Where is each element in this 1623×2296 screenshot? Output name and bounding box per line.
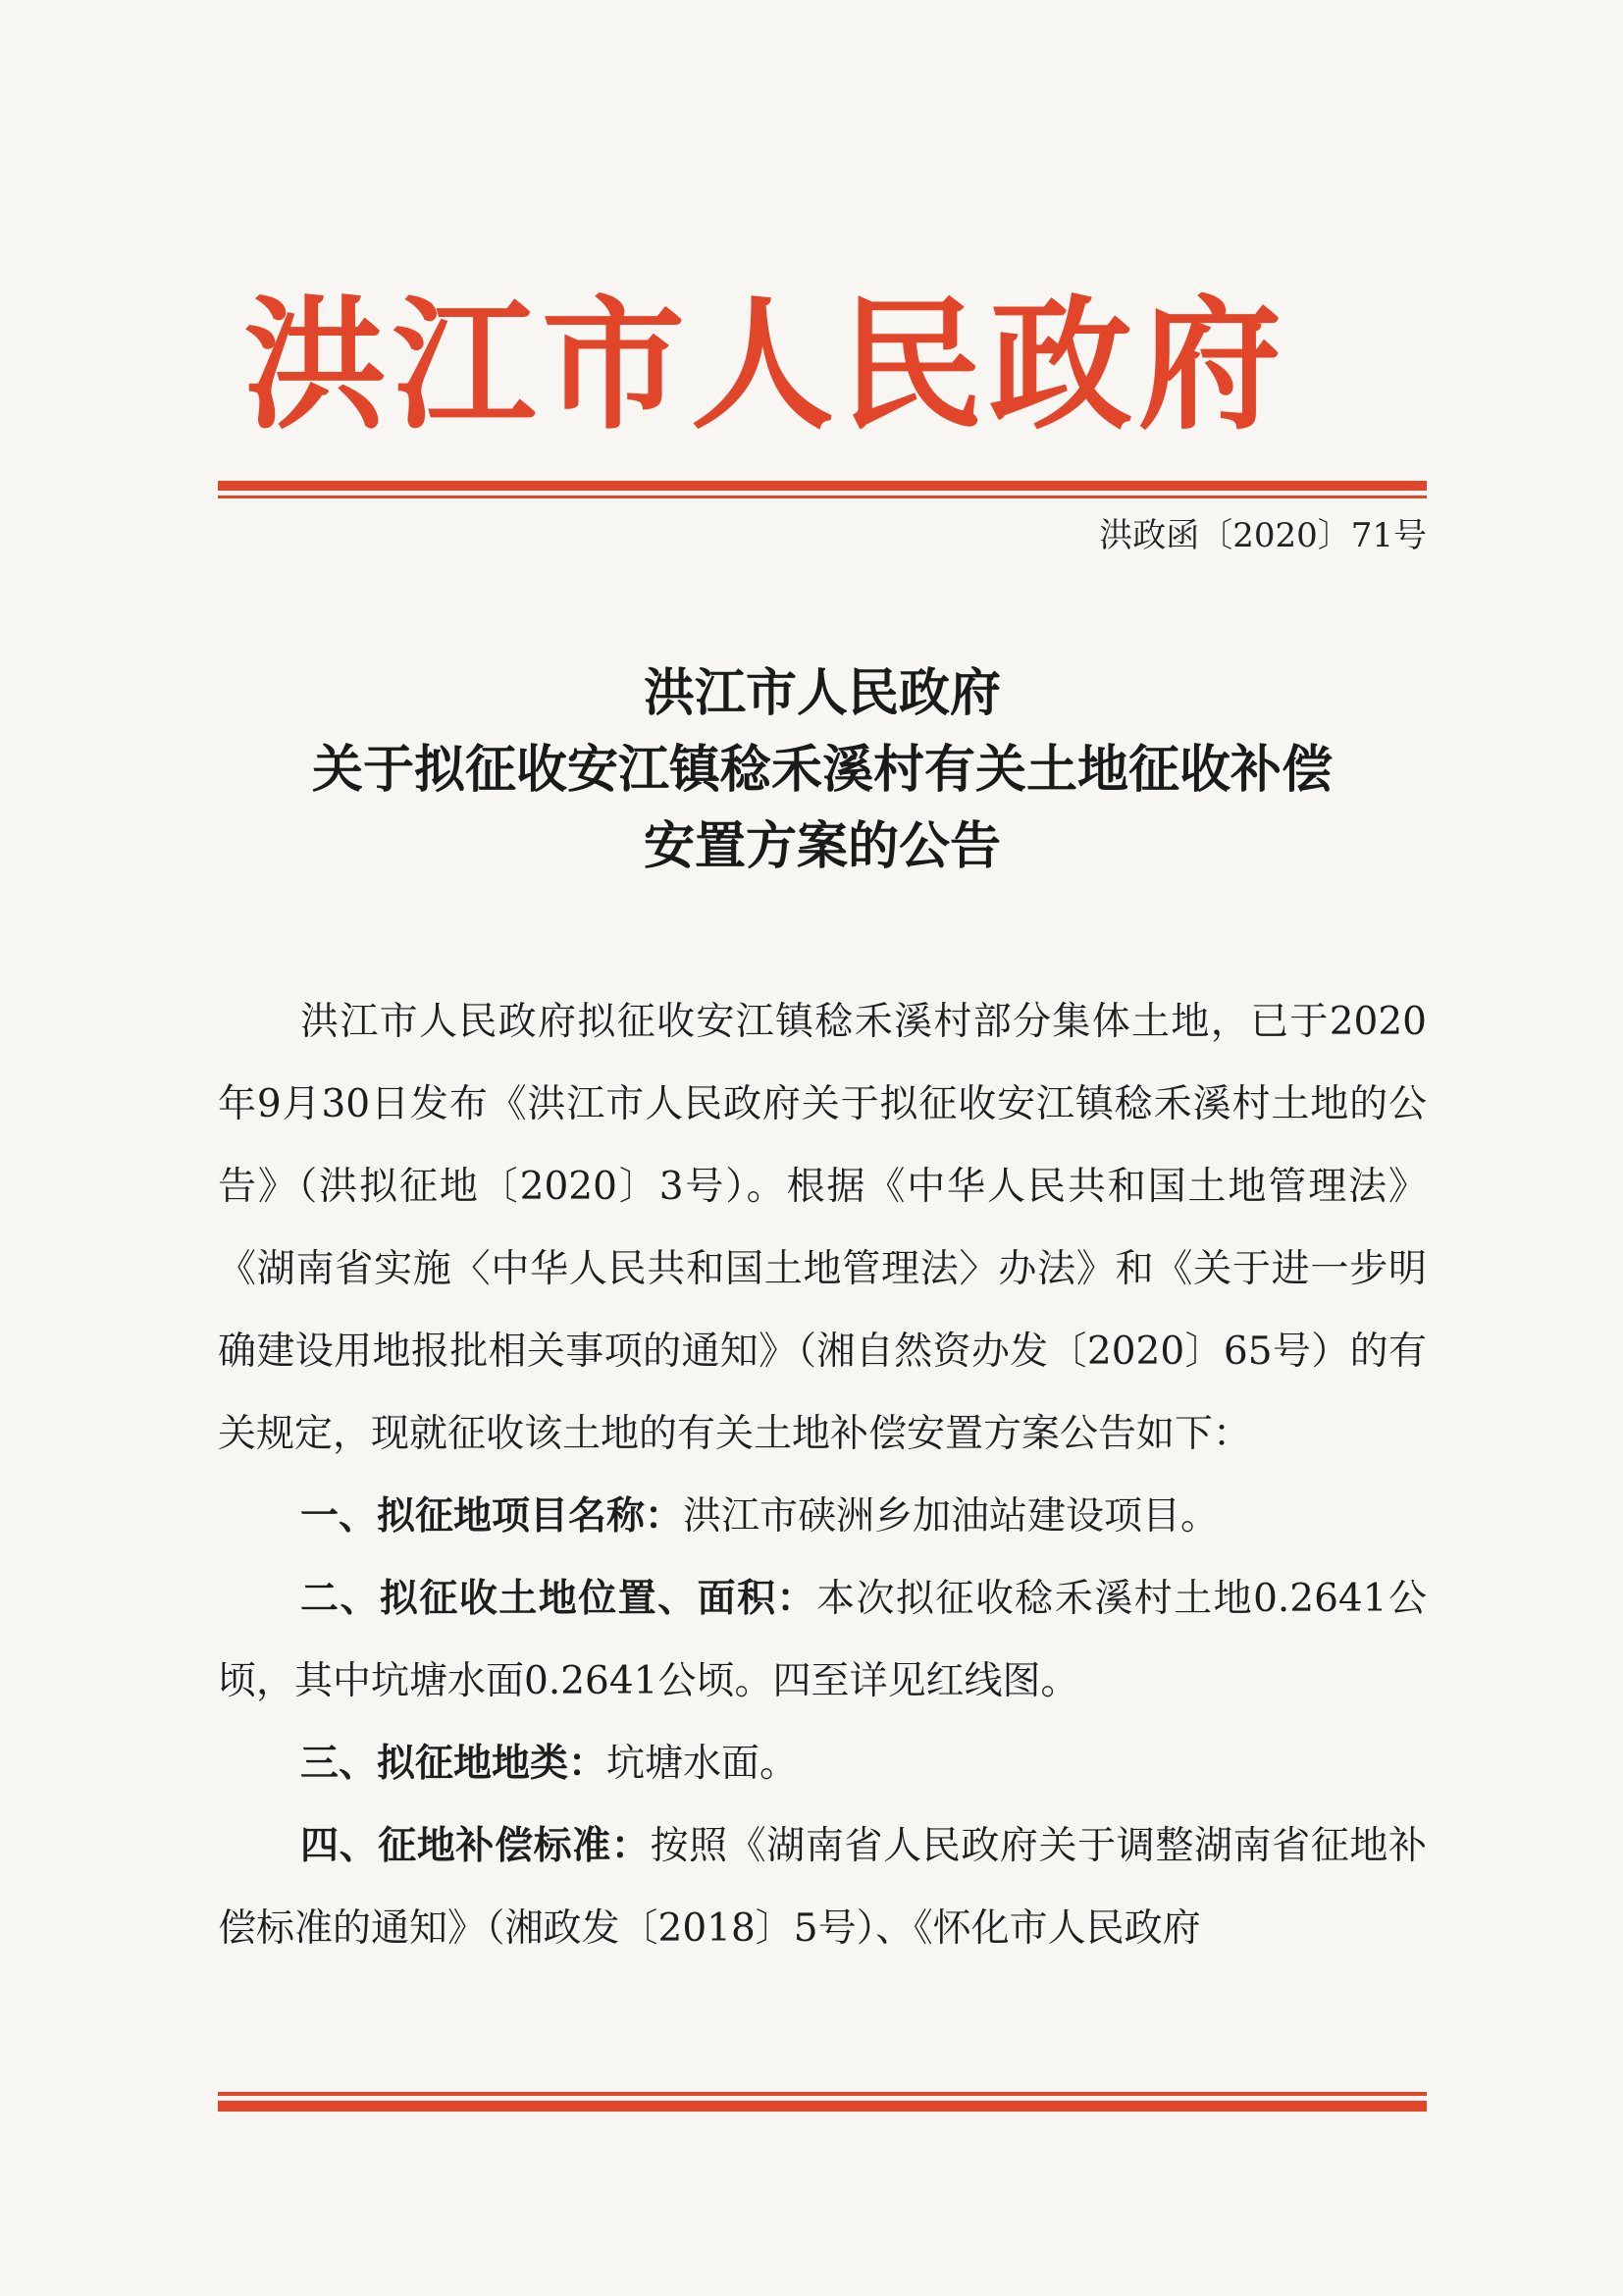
item-text: 按照《湖南省人民政府关于调整湖南省征地补偿标准的通知》（湘政发〔2018〕5号）、《怀化市人民政府: [218, 1824, 1427, 1951]
notice-heading-line-3: 安置方案的公告: [643, 817, 1001, 876]
notice-heading-line-1: 洪江市人民政府: [643, 664, 1001, 723]
item-text: 本次拟征收稔禾溪村土地0.2641公顷，其中坑塘水面0.2641公顷。四至详见红线图。: [218, 1577, 1427, 1703]
letterhead-rule-thin: [218, 496, 1427, 498]
notice-body: [218, 981, 1427, 1970]
letterhead-rule-thick: [218, 481, 1427, 491]
letterhead-title: 洪江市人民政府: [243, 282, 1287, 449]
item-text: 坑塘水面。: [606, 1742, 799, 1786]
document-number: 洪政函〔2020〕71号: [1099, 516, 1427, 555]
item-label: 一、拟征地项目名称：: [300, 1494, 684, 1539]
item-land-type: [218, 1723, 1427, 1805]
intro-paragraph: 洪江市人民政府拟征收安江镇稔禾溪村部分集体土地，已于2020年9月30日发布《洪江市人民政府关于拟征收安江镇稔禾溪村土地的公告》（洪拟征地〔2020〕3号）。根据《中华人民共和国土地管理法》《湖南省实施〈中华人民共和国土地管理法〉办法》和《关于进一步明确建设用地报批相关事项的通知》（湘自然资办发〔2020〕65号）的有关规定，现就征收该土地的有关土地补偿安置方案公告如下：: [218, 1000, 1427, 1456]
footer-rule-thin: [218, 2092, 1427, 2096]
item-project-name: [218, 1476, 1427, 1558]
notice-heading: [218, 655, 1427, 885]
item-land-location-area: [218, 1558, 1427, 1723]
footer-rule-thick: [218, 2101, 1427, 2112]
notice-heading-line-2: 关于拟征收安江镇稔禾溪村有关土地征收补偿: [311, 741, 1333, 800]
item-label: 二、拟征收土地位置、面积：: [300, 1577, 816, 1621]
item-compensation-standard: [218, 1805, 1427, 1970]
item-label: 三、拟征地地类：: [300, 1742, 607, 1786]
item-label: 四、征地补偿标准：: [300, 1824, 651, 1868]
item-text: 洪江市硖洲乡加油站建设项目。: [683, 1494, 1220, 1539]
